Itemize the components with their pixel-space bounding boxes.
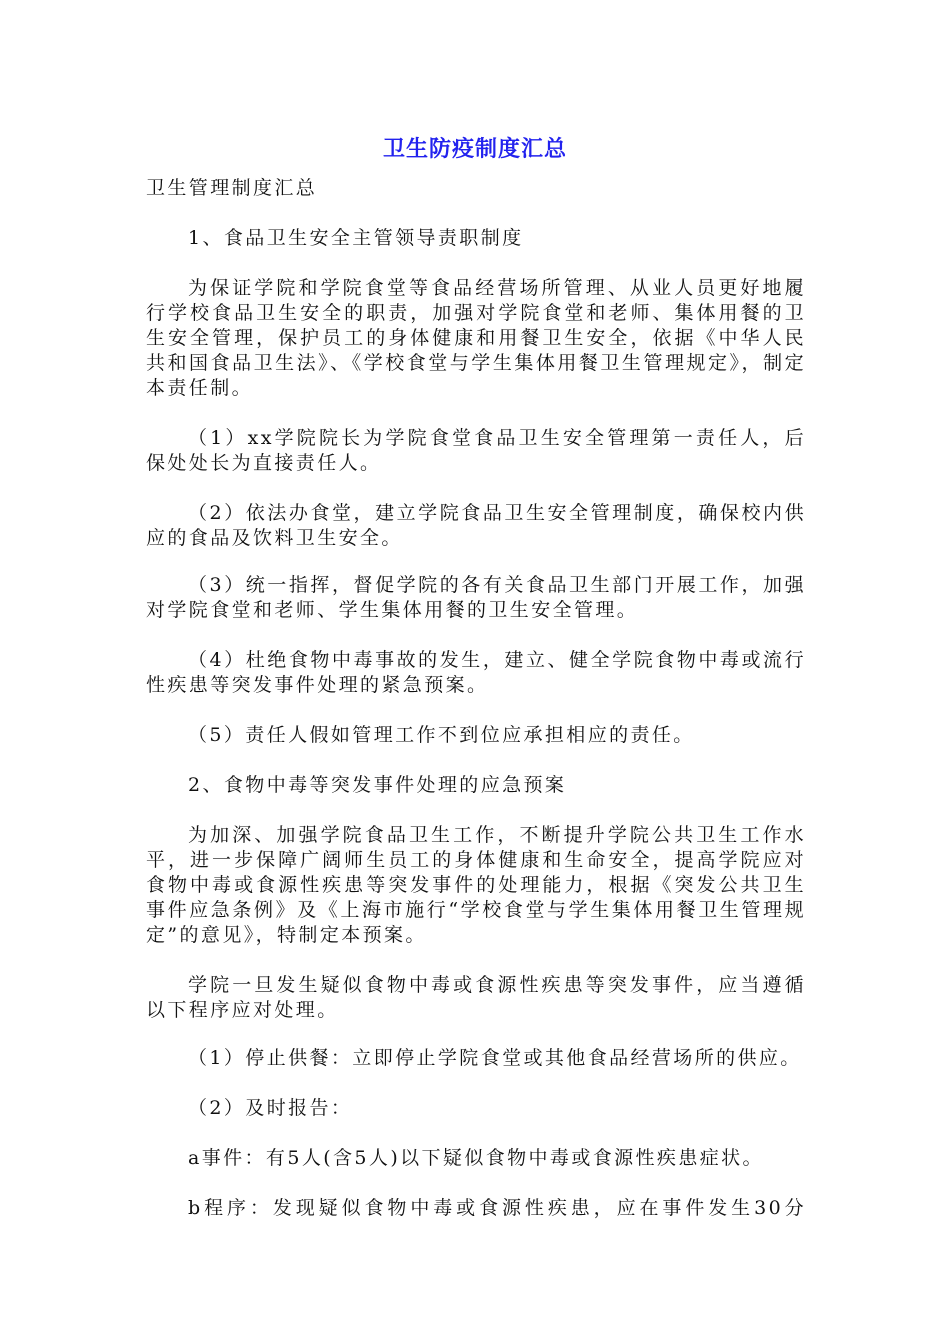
paragraph: （1）停止供餐：立即停止学院食堂或其他食品经营场所的供应。 bbox=[188, 1047, 802, 1069]
paragraph: （1）xx学院院长为学院食堂食品卫生安全管理第一责任人，后保处处长为直接责任人。 bbox=[146, 427, 806, 474]
subsection-heading: 2、食物中毒等突发事件处理的应急预案 bbox=[188, 774, 567, 796]
paragraph: （4）杜绝食物中毒事故的发生，建立、健全学院食物中毒或流行性疾患等突发事件处理的紧急预案。 bbox=[146, 649, 806, 696]
paragraph: （5）责任人假如管理工作不到位应承担相应的责任。 bbox=[188, 724, 695, 746]
paragraph: （3）统一指挥，督促学院的各有关食品卫生部门开展工作，加强对学院食堂和老师、学生集体用餐的卫生安全管理。 bbox=[146, 574, 806, 621]
paragraph: 为保证学院和学院食堂等食品经营场所管理、从业人员更好地履行学校食品卫生安全的职责，加强对学院食堂和老师、集体用餐的卫生安全管理，保护员工的身体健康和用餐卫生安全，依据《中华人民共和国食品卫生法》、《学校食堂与学生集体用餐卫生管理规定》，制定本责任制。 bbox=[146, 277, 806, 399]
paragraph: a事件：有5人(含5人)以下疑似食物中毒或食源性疾患症状。 bbox=[188, 1147, 764, 1169]
subsection-heading: 1、食品卫生安全主管领导责职制度 bbox=[188, 227, 524, 249]
paragraph: 为加深、加强学院食品卫生工作，不断提升学院公共卫生工作水平，进一步保障广阔师生员工的身体健康和生命安全，提高学院应对食物中毒或食源性疾患等突发事件的处理能力，根据《突发公共卫生事件应急条例》及《上海市施行“学校食堂与学生集体用餐卫生管理规定”的意见》，特制定本预案。 bbox=[146, 824, 806, 946]
paragraph: （2）及时报告： bbox=[188, 1097, 353, 1119]
paragraph: （2）依法办食堂，建立学院食品卫生安全管理制度，确保校内供应的食品及饮料卫生安全。 bbox=[146, 502, 806, 549]
section-heading: 卫生管理制度汇总 bbox=[146, 177, 318, 199]
document-title: 卫生防疫制度汇总 bbox=[382, 137, 567, 162]
paragraph: 学院一旦发生疑似食物中毒或食源性疾患等突发事件，应当遵循以下程序应对处理。 bbox=[146, 974, 806, 1021]
paragraph: b程序：发现疑似食物中毒或食源性疾患，应在事件发生30分 bbox=[188, 1197, 806, 1219]
